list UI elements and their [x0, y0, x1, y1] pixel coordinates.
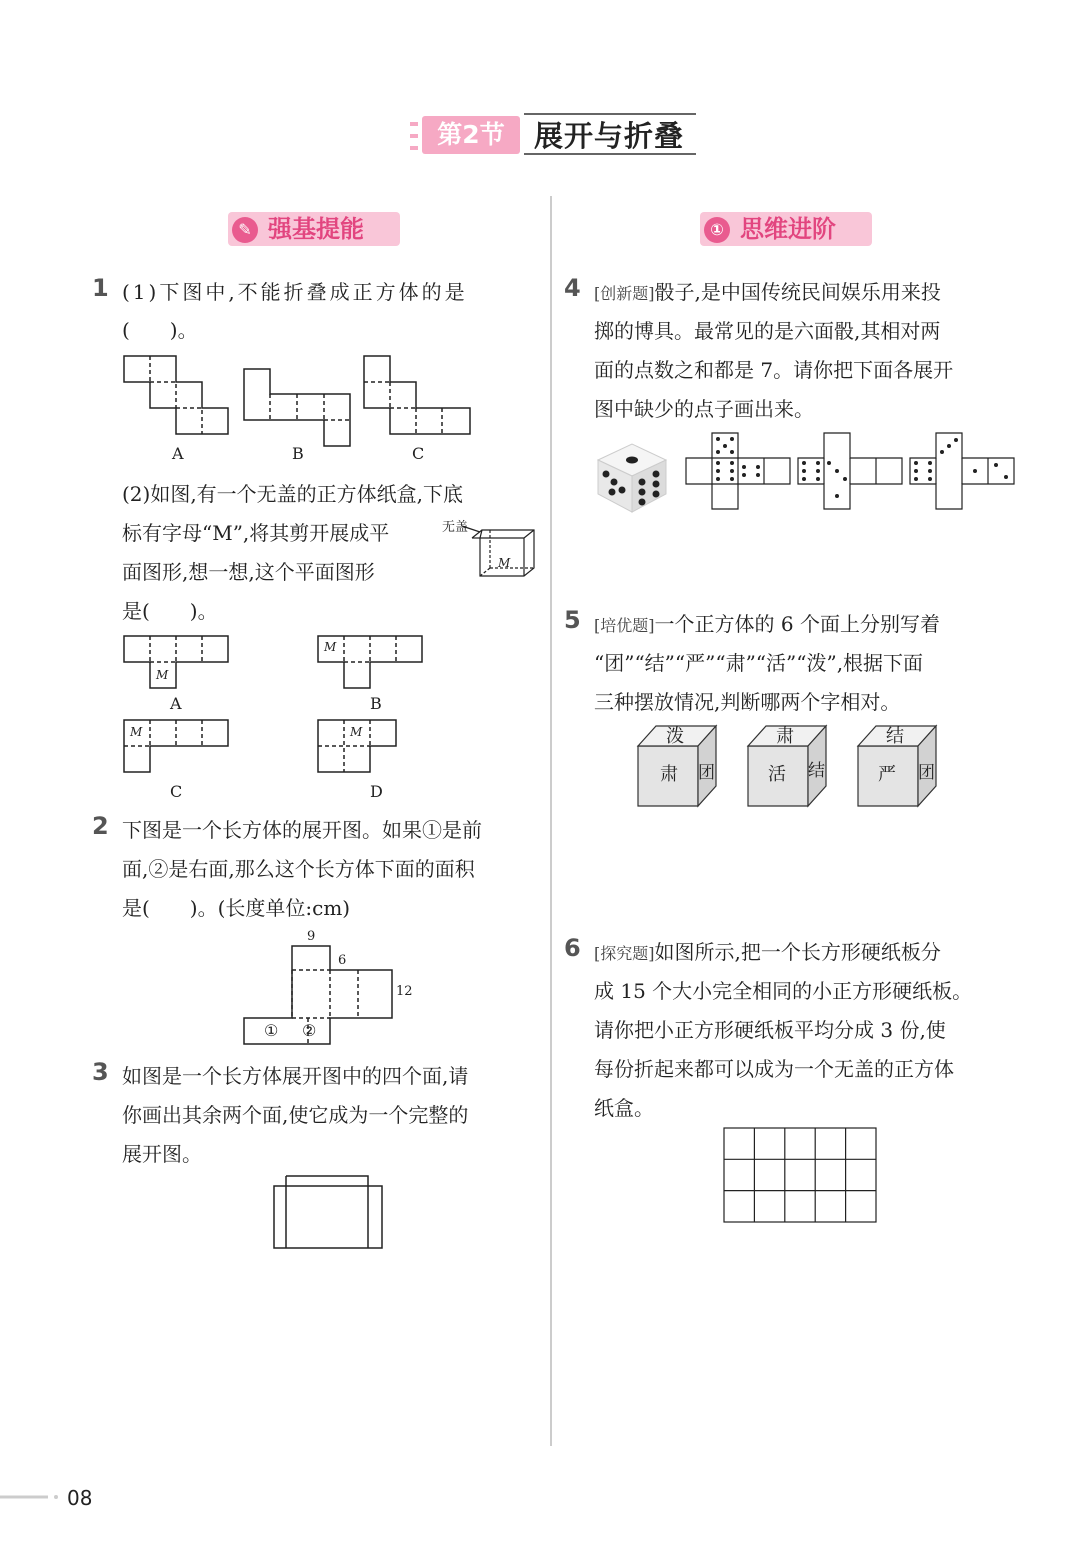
dice-image: [590, 436, 672, 514]
q6-text-line: 成 15 个大小完全相同的小正方形硬纸板。: [594, 979, 973, 1003]
dimension-label: 9: [307, 929, 316, 944]
q4-text-line: 掷的博具。最常见的是六面骰,其相对两: [594, 319, 941, 343]
pencil-icon: ✎: [232, 217, 258, 243]
q6-text-line: 请你把小正方形硬纸板平均分成 3 份,使: [594, 1018, 946, 1042]
q6-text-line: [探究题]如图所示,把一个长方形硬纸板分: [594, 940, 941, 964]
question-tag: [创新题]: [594, 284, 655, 303]
question-tag: [培优题]: [594, 616, 655, 635]
page-title: 展开与折叠: [534, 119, 685, 153]
option-label: B: [370, 694, 382, 713]
page-number: 08: [67, 1486, 93, 1510]
question-number: 1: [92, 274, 109, 302]
q1-text-line: ( )。: [122, 318, 198, 342]
footer-line: [0, 1494, 62, 1500]
net-letter: M: [130, 725, 143, 739]
cube-face-front: 肃: [660, 764, 678, 785]
cube-face-front: 严: [878, 764, 896, 785]
title-underline: [524, 112, 704, 156]
q1-text-line: (1)下图中,不能折叠成正方体的是: [122, 280, 468, 304]
medal-icon: ①: [704, 217, 730, 243]
cubes-figure: [636, 724, 956, 808]
q1-nets-figure: [122, 354, 482, 444]
cube-face-top: 结: [886, 726, 904, 747]
column-divider: [550, 196, 552, 1446]
option-label: A: [172, 444, 184, 463]
q5-text-line: [培优题]一个正方体的 6 个面上分别写着: [594, 612, 940, 636]
q1-text-line: 是( )。: [122, 599, 218, 623]
question-tag: [探究题]: [594, 944, 655, 963]
right-section-heading: ① 思维进阶: [700, 212, 872, 246]
box-note: 无盖: [442, 520, 469, 535]
net-letter: M: [324, 640, 337, 654]
option-label: A: [170, 694, 182, 713]
section-badge: 第2节: [422, 116, 520, 154]
q1-text-line: 面图形,想一想,这个平面图形: [122, 560, 375, 584]
q6-text-line: 每份折起来都可以成为一个无盖的正方体: [594, 1057, 954, 1081]
option-label: C: [170, 782, 183, 801]
q4-text-line: [创新题]骰子,是中国传统民间娱乐用来投: [594, 280, 941, 304]
grid-5x3: [723, 1127, 879, 1225]
q3-text-line: 你画出其余两个面,使它成为一个完整的: [122, 1103, 469, 1127]
q6-text-line: 纸盒。: [594, 1096, 654, 1120]
q4-text-line: 面的点数之和都是 7。请你把下面各展开: [594, 358, 954, 382]
dimension-label: 6: [338, 953, 347, 968]
cube-face-side: 结: [808, 761, 825, 781]
dice-nets: [686, 432, 1016, 512]
cube-face-side: 团: [698, 763, 715, 783]
q1-text-line: 标有字母“M”,将其剪开展成平: [122, 521, 390, 545]
option-label: C: [412, 444, 425, 463]
option-label: D: [370, 782, 383, 801]
dimension-label: 12: [396, 984, 413, 999]
q2-text-line: 下图是一个长方体的展开图。如果①是前: [122, 818, 482, 842]
q5-text-line: “团”“结”“严”“肃”“活”“泼”,根据下面: [594, 651, 924, 675]
net-letter: M: [350, 725, 363, 739]
cube-face-front: 活: [768, 764, 786, 785]
q1-box-nets: [122, 634, 432, 774]
q2-text-line: 面,②是右面,那么这个长方体下面的面积: [122, 857, 475, 881]
face-label: ①: [264, 1021, 279, 1040]
q5-text-line: 三种摆放情况,判断哪两个字相对。: [594, 690, 901, 714]
option-label: B: [292, 444, 304, 463]
q3-text-line: 如图是一个长方体展开图中的四个面,请: [122, 1064, 469, 1088]
cube-face-top: 肃: [776, 726, 794, 747]
face-label: ②: [302, 1021, 317, 1040]
q3-net-figure: [272, 1174, 392, 1254]
q4-text-line: 图中缺少的点子画出来。: [594, 397, 814, 421]
box-letter: M: [498, 556, 511, 570]
q2-text-line: 是( )。(长度单位:cm): [122, 896, 351, 920]
q3-text-line: 展开图。: [122, 1142, 202, 1166]
question-number: 4: [564, 274, 581, 302]
question-number: 5: [564, 606, 581, 634]
question-number: 6: [564, 934, 581, 962]
net-letter: M: [156, 668, 169, 682]
question-number: 3: [92, 1058, 109, 1086]
question-number: 2: [92, 812, 109, 840]
left-section-heading: ✎ 强基提能: [228, 212, 400, 246]
cube-face-top: 泼: [666, 726, 684, 747]
cube-face-side: 团: [918, 763, 935, 783]
q1-text-line: (2)如图,有一个无盖的正方体纸盒,下底: [122, 482, 464, 506]
